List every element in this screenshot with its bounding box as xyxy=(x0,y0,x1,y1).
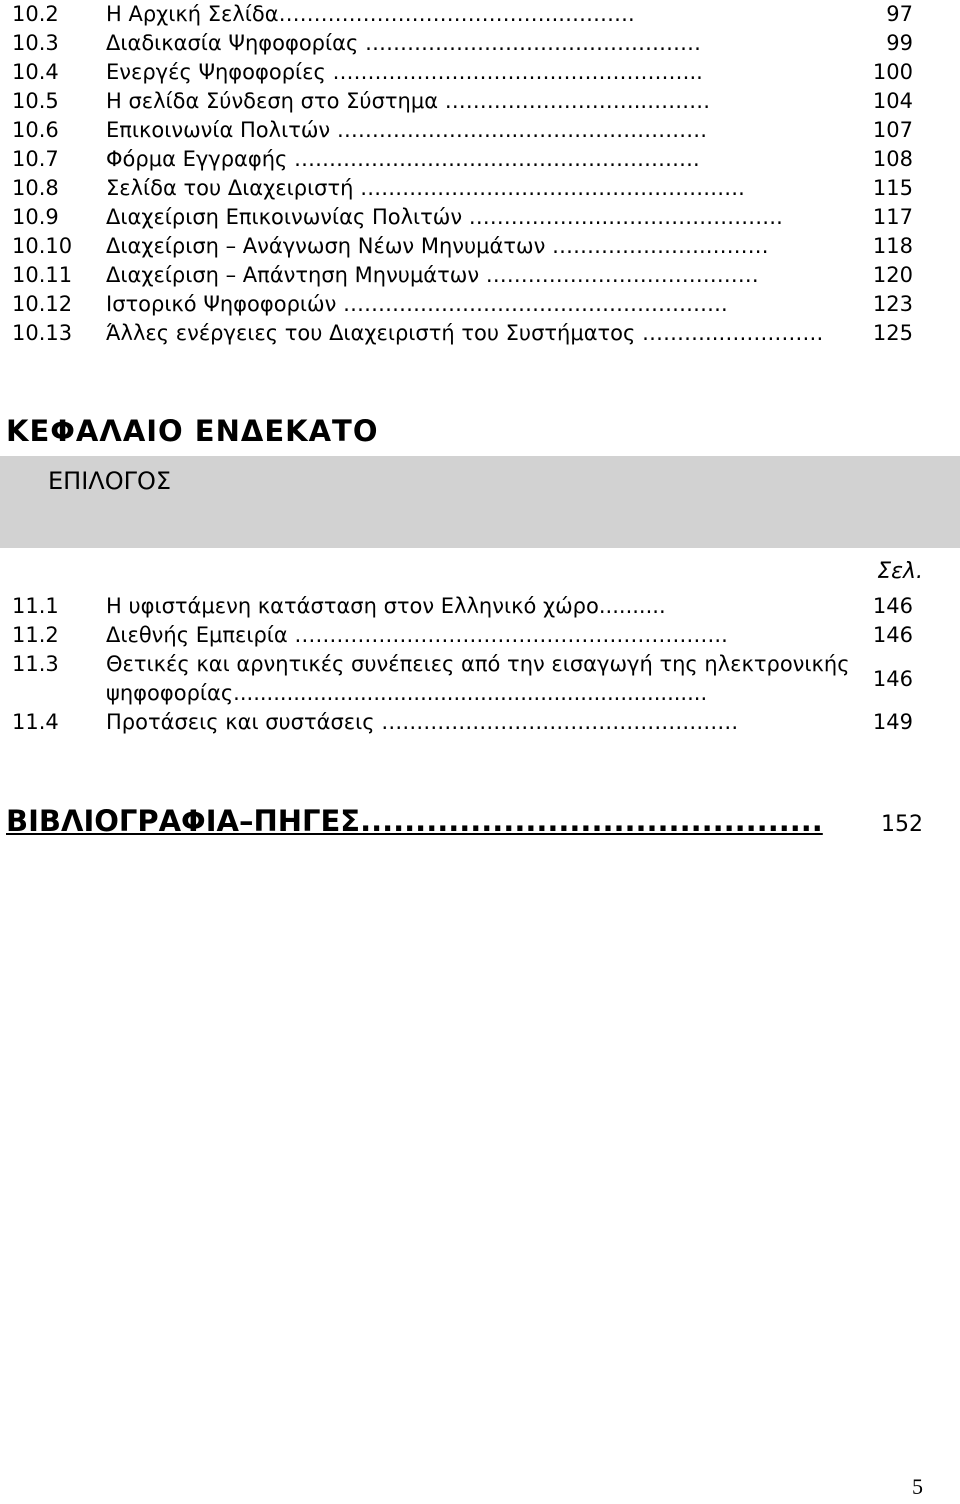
entry-number: 10.7 xyxy=(12,147,59,171)
entry-page: 99 xyxy=(886,31,913,55)
leader-dots: ………………………………………… xyxy=(358,31,701,55)
toc-entry xyxy=(0,232,960,261)
entry-title-continued: ψηφοφορίας....................................................................... xyxy=(106,681,708,705)
leader-dots: ………………………………………………. xyxy=(336,292,728,316)
bibliography-page: 152 xyxy=(881,812,923,837)
entry-page: 97 xyxy=(886,2,913,26)
entry-page: 118 xyxy=(872,234,913,258)
entry-title: Διαχείριση – Απάντηση Μηνυμάτων xyxy=(106,263,480,287)
entry-title: Προτάσεις και συστάσεις …………………………………………… xyxy=(106,710,739,734)
entry-title: Ιστορικό Ψηφοφοριών xyxy=(106,292,337,316)
entry-number: 10.11 xyxy=(12,263,73,287)
entry-title: Θετικές και αρνητικές συνέπειες από την εισαγωγή της ηλεκτρονικής xyxy=(106,652,850,676)
leader-dots: ………………………………… xyxy=(479,263,759,287)
entry-page: 120 xyxy=(872,263,913,287)
leader-dots: …………………………………………….. xyxy=(325,60,703,84)
entry-title: Ενεργές Ψηφοφορίες xyxy=(106,60,326,84)
entry-page: 146 xyxy=(872,594,913,618)
toc-entry xyxy=(0,29,960,58)
leader-dots: …………………………………………………. xyxy=(287,147,700,171)
entry-title: Η Αρχική Σελίδα xyxy=(106,2,279,26)
leader-dots: ………..…………… xyxy=(635,321,824,345)
leader-dots: ………………………………………………. xyxy=(353,176,745,200)
entry-page: 125 xyxy=(872,321,913,345)
entry-page: 107 xyxy=(872,118,913,142)
entry-number: 10.13 xyxy=(12,321,73,345)
leader-dots: ………………………..……… xyxy=(438,89,711,113)
entry-number: 10.10 xyxy=(12,234,73,258)
entry-page: 115 xyxy=(872,176,913,200)
page-number: 5 xyxy=(912,1474,923,1499)
leader-dots: ………………..……………………. xyxy=(462,205,783,229)
entry-page: 100 xyxy=(872,60,913,84)
entry-number: 10.9 xyxy=(12,205,59,229)
entry-number: 10.12 xyxy=(12,292,73,316)
entry-page: 146 xyxy=(872,623,913,647)
entry-title: Άλλες ενέργειες του Διαχειριστή του Συστήματος xyxy=(106,321,636,345)
toc-entry xyxy=(0,87,960,116)
leader-dots: …………………………………..………. xyxy=(278,2,635,26)
entry-title: Διαχείριση Επικοινωνίας Πολιτών xyxy=(106,205,463,229)
toc-entry xyxy=(0,650,960,708)
entry-page: 108 xyxy=(872,147,913,171)
entry-title: Διαχείριση – Ανάγνωση Νέων Μηνυμάτων xyxy=(106,234,546,258)
toc-entry xyxy=(0,58,960,87)
entry-title: Επικοινωνία Πολιτών xyxy=(106,118,331,142)
entry-page: 117 xyxy=(872,205,913,229)
entry-page: 149 xyxy=(872,710,913,734)
entry-page: 104 xyxy=(872,89,913,113)
entry-title: Φόρμα Εγγραφής xyxy=(106,147,288,171)
entry-number: 10.8 xyxy=(12,176,59,200)
entry-number: 10.4 xyxy=(12,60,59,84)
toc-entry xyxy=(0,319,960,348)
entry-number: 10.2 xyxy=(12,2,59,26)
entry-title: Η σελίδα Σύνδεση στο Σύστημα xyxy=(106,89,439,113)
toc-entry xyxy=(0,0,960,29)
entry-number: 10.6 xyxy=(12,118,59,142)
entry-page: 123 xyxy=(872,292,913,316)
toc-entry xyxy=(0,203,960,232)
toc-entry xyxy=(0,174,960,203)
entry-number: 11.4 xyxy=(12,710,59,734)
bibliography-heading: ΒΙΒΛΙΟΓΡΑΦΙΑ–ΠΗΓΕΣ.......................................... xyxy=(6,804,823,838)
entry-number: 10.5 xyxy=(12,89,59,113)
entry-title: Διεθνής Εμπειρία …………………………………………………….. xyxy=(106,623,728,647)
toc-entry xyxy=(0,290,960,319)
chapter-subtitle: ΕΠΙΛΟΓΟΣ xyxy=(48,467,172,495)
entry-title: Σελίδα του Διαχειριστή xyxy=(106,176,354,200)
toc-entry xyxy=(0,145,960,174)
entry-title: Η υφιστάμενη κατάσταση στον Ελληνικό χώρο.......... xyxy=(106,594,666,618)
entry-number: 10.3 xyxy=(12,31,59,55)
leader-dots: ……………………..……………………… xyxy=(330,118,708,142)
toc-entry xyxy=(0,261,960,290)
leader-dots: ………………….……… xyxy=(545,234,769,258)
entry-number: 11.2 xyxy=(12,623,59,647)
toc-entry xyxy=(0,116,960,145)
entry-page: 146 xyxy=(872,667,913,691)
entry-number: 11.1 xyxy=(12,594,59,618)
chapter-heading: ΚΕΦΑΛΑΙΟ ΕΝΔΕΚΑΤΟ xyxy=(6,414,379,448)
entry-number: 11.3 xyxy=(12,652,59,676)
entry-title: Διαδικασία Ψηφοφορίας xyxy=(106,31,359,55)
page-column-label: Σελ. xyxy=(877,559,923,584)
